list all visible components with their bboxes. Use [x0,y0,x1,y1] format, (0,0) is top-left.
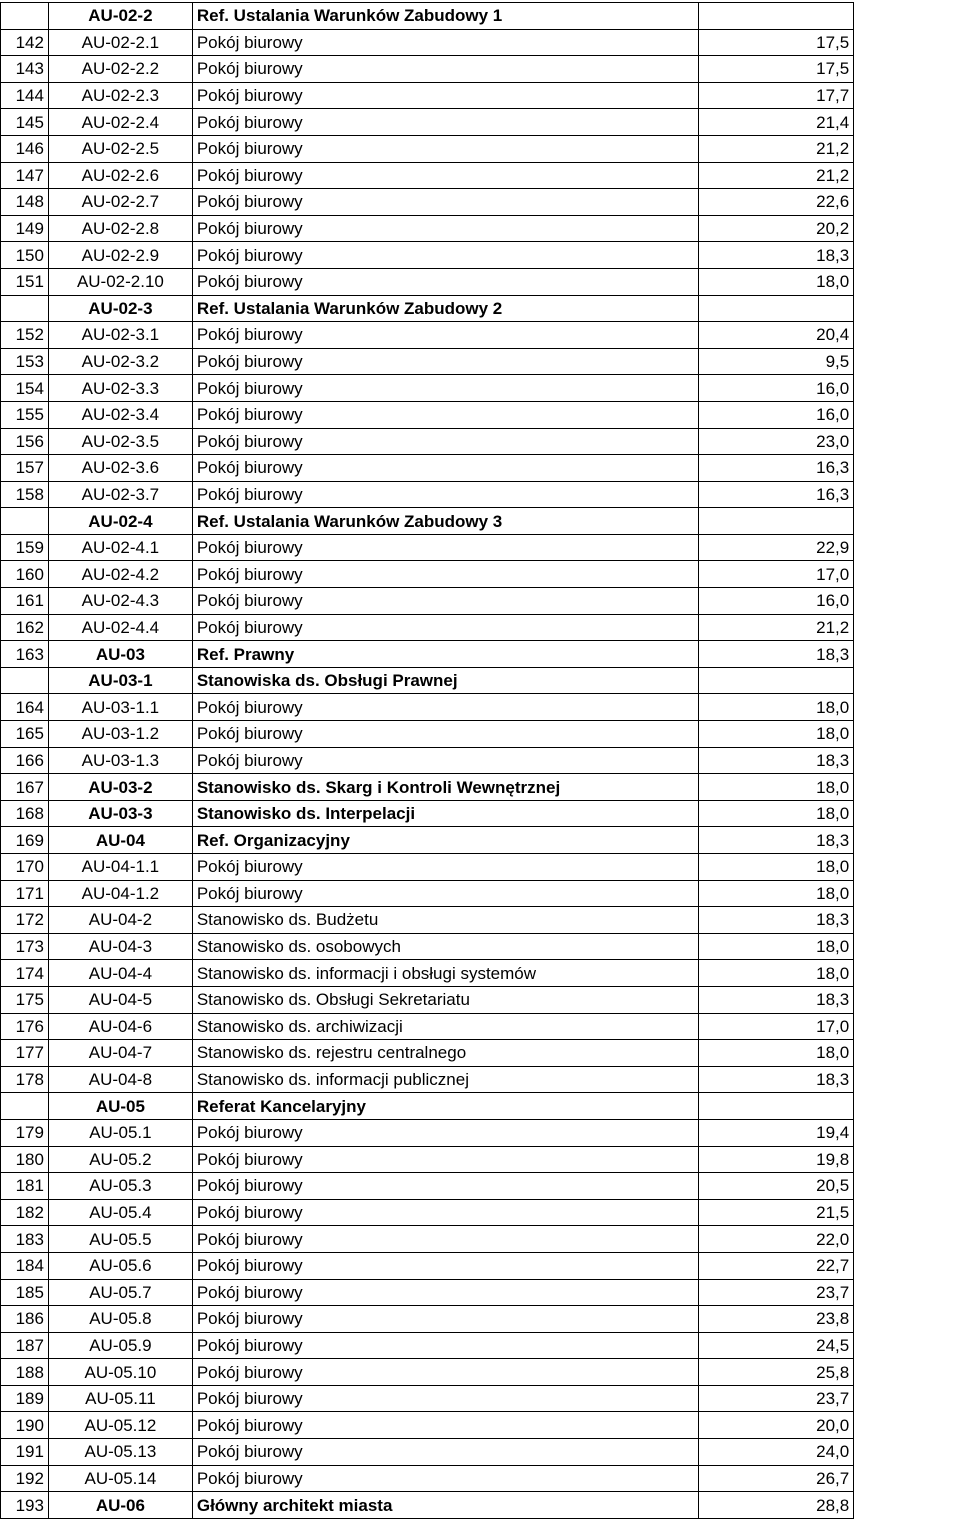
room-name-cell: Pokój biurowy [192,854,698,881]
room-code-cell: AU-02-2.3 [48,82,192,109]
row-number-cell: 190 [1,1412,49,1439]
room-code-cell: AU-02-2.10 [48,268,192,295]
area-cell: 23,8 [698,1306,854,1333]
room-name-cell: Stanowisko ds. archiwizacji [192,1013,698,1040]
table-row [1,1013,960,1040]
row-number-cell: 155 [1,401,49,428]
row-number-cell: 144 [1,82,49,109]
room-name-cell: Pokój biurowy [192,1359,698,1386]
table-row [1,1119,960,1146]
area-cell: 17,5 [698,29,854,56]
room-code-cell: AU-05.11 [48,1385,192,1412]
room-name-cell: Ref. Ustalania Warunków Zabudowy 1 [192,3,698,30]
row-number-cell: 154 [1,375,49,402]
row-number-cell: 146 [1,135,49,162]
room-code-cell: AU-02-3.1 [48,322,192,349]
area-cell: 19,8 [698,1146,854,1173]
row-number-cell: 164 [1,694,49,721]
area-cell: 16,3 [698,455,854,482]
area-cell: 16,0 [698,375,854,402]
row-number-cell: 165 [1,721,49,748]
room-name-cell: Ref. Ustalania Warunków Zabudowy 2 [192,295,698,322]
room-name-cell: Pokój biurowy [192,1332,698,1359]
room-name-cell: Stanowiska ds. Obsługi Prawnej [192,667,698,694]
row-number-cell: 156 [1,428,49,455]
table-row [1,1306,960,1333]
table-row [1,1385,960,1412]
room-code-cell: AU-02-2.1 [48,29,192,56]
row-number-cell: 169 [1,827,49,854]
area-cell: 23,7 [698,1385,854,1412]
table-row [1,960,960,987]
row-number-cell: 178 [1,1066,49,1093]
row-number-cell: 152 [1,322,49,349]
area-cell: 20,0 [698,1412,854,1439]
room-code-cell: AU-03-1 [48,667,192,694]
table-row [1,109,960,136]
room-code-cell: AU-05.13 [48,1439,192,1466]
row-number-cell: 184 [1,1252,49,1279]
room-code-cell: AU-03-2 [48,774,192,801]
area-cell [698,508,854,535]
area-cell: 21,2 [698,135,854,162]
table-row [1,933,960,960]
area-cell: 23,0 [698,428,854,455]
room-code-cell: AU-03-1.1 [48,694,192,721]
row-number-cell: 162 [1,614,49,641]
room-name-cell: Pokój biurowy [192,1439,698,1466]
row-number-cell: 172 [1,907,49,934]
room-name-cell: Pokój biurowy [192,1146,698,1173]
room-name-cell: Pokój biurowy [192,1252,698,1279]
room-name-cell: Ref. Organizacyjny [192,827,698,854]
table-row [1,694,960,721]
room-name-cell: Pokój biurowy [192,56,698,83]
table-row [1,268,960,295]
room-name-cell: Pokój biurowy [192,1306,698,1333]
row-number-cell: 149 [1,215,49,242]
room-code-cell: AU-06 [48,1492,192,1519]
table-row [1,880,960,907]
room-code-cell: AU-04 [48,827,192,854]
room-code-cell: AU-05.14 [48,1465,192,1492]
room-code-cell: AU-05.10 [48,1359,192,1386]
area-cell: 18,0 [698,880,854,907]
table-row [1,1359,960,1386]
table-row [1,1439,960,1466]
room-name-cell: Pokój biurowy [192,401,698,428]
room-name-cell: Pokój biurowy [192,1173,698,1200]
room-name-cell: Pokój biurowy [192,721,698,748]
room-code-cell: AU-05.1 [48,1119,192,1146]
row-number-cell: 143 [1,56,49,83]
row-number-cell: 189 [1,1385,49,1412]
room-code-cell: AU-02-3.2 [48,348,192,375]
room-name-cell: Pokój biurowy [192,82,698,109]
table-row [1,721,960,748]
area-cell: 21,5 [698,1199,854,1226]
row-number-cell: 185 [1,1279,49,1306]
room-name-cell: Referat Kancelaryjny [192,1093,698,1120]
row-number-cell: 173 [1,933,49,960]
row-number-cell: 147 [1,162,49,189]
room-name-cell: Stanowisko ds. Obsługi Sekretariatu [192,986,698,1013]
row-number-cell: 159 [1,534,49,561]
area-cell: 18,0 [698,800,854,827]
room-name-cell: Stanowisko ds. informacji i obsługi systemów [192,960,698,987]
table-row [1,534,960,561]
area-cell: 21,2 [698,162,854,189]
table-row [1,774,960,801]
area-cell: 20,5 [698,1173,854,1200]
room-code-cell: AU-05.2 [48,1146,192,1173]
row-number-cell: 187 [1,1332,49,1359]
room-name-cell: Ref. Ustalania Warunków Zabudowy 3 [192,508,698,535]
section-header-row [1,3,960,30]
row-number-cell: 183 [1,1226,49,1253]
room-name-cell: Główny architekt miasta [192,1492,698,1519]
area-cell: 22,0 [698,1226,854,1253]
row-number-cell: 181 [1,1173,49,1200]
table-row [1,348,960,375]
area-cell: 21,2 [698,614,854,641]
area-cell [698,1093,854,1120]
area-cell: 16,0 [698,401,854,428]
area-cell: 18,0 [698,960,854,987]
room-code-cell: AU-02-2 [48,3,192,30]
room-name-cell: Pokój biurowy [192,162,698,189]
room-name-cell: Pokój biurowy [192,29,698,56]
room-name-cell: Stanowisko ds. Interpelacji [192,800,698,827]
room-name-cell: Pokój biurowy [192,481,698,508]
row-number-cell: 150 [1,242,49,269]
area-cell: 22,6 [698,189,854,216]
row-number-cell: 151 [1,268,49,295]
room-name-cell: Pokój biurowy [192,348,698,375]
room-code-cell: AU-04-5 [48,986,192,1013]
room-name-cell: Pokój biurowy [192,1279,698,1306]
room-code-cell: AU-02-2.6 [48,162,192,189]
row-number-cell [1,1093,49,1120]
row-number-cell: 160 [1,561,49,588]
room-name-cell: Pokój biurowy [192,1199,698,1226]
room-code-cell: AU-05 [48,1093,192,1120]
rooms-table-body [1,3,960,1519]
table-row [1,1412,960,1439]
section-header-row [1,1093,960,1120]
room-name-cell: Pokój biurowy [192,322,698,349]
table-row [1,56,960,83]
table-row [1,135,960,162]
row-number-cell: 171 [1,880,49,907]
room-name-cell: Pokój biurowy [192,215,698,242]
room-code-cell: AU-05.5 [48,1226,192,1253]
table-row [1,401,960,428]
area-cell: 18,0 [698,854,854,881]
row-number-cell: 182 [1,1199,49,1226]
table-row [1,614,960,641]
rooms-table [0,2,960,1519]
table-row [1,428,960,455]
room-code-cell: AU-02-4.1 [48,534,192,561]
room-code-cell: AU-02-3.6 [48,455,192,482]
room-name-cell: Pokój biurowy [192,747,698,774]
area-cell: 26,7 [698,1465,854,1492]
table-row [1,1173,960,1200]
table-row [1,82,960,109]
room-name-cell: Pokój biurowy [192,614,698,641]
row-number-cell: 153 [1,348,49,375]
table-row [1,1146,960,1173]
room-name-cell: Stanowisko ds. informacji publicznej [192,1066,698,1093]
room-code-cell: AU-02-3 [48,295,192,322]
table-row [1,162,960,189]
room-name-cell: Pokój biurowy [192,561,698,588]
room-code-cell: AU-03-1.2 [48,721,192,748]
room-name-cell: Pokój biurowy [192,880,698,907]
table-row [1,1040,960,1067]
area-cell: 18,0 [698,268,854,295]
table-row [1,215,960,242]
area-cell: 18,0 [698,774,854,801]
area-cell: 17,7 [698,82,854,109]
room-code-cell: AU-02-3.7 [48,481,192,508]
row-number-cell: 193 [1,1492,49,1519]
table-row [1,561,960,588]
area-cell [698,3,854,30]
room-name-cell: Pokój biurowy [192,428,698,455]
row-number-cell: 161 [1,588,49,615]
area-cell: 18,0 [698,721,854,748]
room-code-cell: AU-02-3.4 [48,401,192,428]
room-code-cell: AU-04-2 [48,907,192,934]
room-code-cell: AU-04-1.2 [48,880,192,907]
table-row [1,747,960,774]
room-name-cell: Pokój biurowy [192,534,698,561]
room-name-cell: Pokój biurowy [192,455,698,482]
room-name-cell: Pokój biurowy [192,694,698,721]
room-name-cell: Pokój biurowy [192,588,698,615]
room-name-cell: Stanowisko ds. osobowych [192,933,698,960]
table-row [1,1252,960,1279]
room-name-cell: Ref. Prawny [192,641,698,668]
room-code-cell: AU-03-1.3 [48,747,192,774]
room-code-cell: AU-05.7 [48,1279,192,1306]
table-row [1,189,960,216]
row-number-cell: 142 [1,29,49,56]
table-row [1,907,960,934]
table-row [1,854,960,881]
room-code-cell: AU-04-4 [48,960,192,987]
room-name-cell: Stanowisko ds. rejestru centralnego [192,1040,698,1067]
table-row [1,986,960,1013]
room-name-cell: Stanowisko ds. Budżetu [192,907,698,934]
room-code-cell: AU-04-1.1 [48,854,192,881]
row-number-cell: 167 [1,774,49,801]
row-number-cell: 166 [1,747,49,774]
row-number-cell [1,3,49,30]
row-number-cell: 188 [1,1359,49,1386]
room-code-cell: AU-02-2.7 [48,189,192,216]
section-header-row [1,667,960,694]
area-cell: 18,3 [698,986,854,1013]
section-header-row [1,295,960,322]
table-row [1,588,960,615]
room-code-cell: AU-04-3 [48,933,192,960]
row-number-cell: 186 [1,1306,49,1333]
table-row [1,1199,960,1226]
area-cell: 18,3 [698,747,854,774]
room-code-cell: AU-02-4 [48,508,192,535]
row-number-cell: 192 [1,1465,49,1492]
room-name-cell: Pokój biurowy [192,109,698,136]
area-cell: 20,4 [698,322,854,349]
room-code-cell: AU-02-2.2 [48,56,192,83]
table-row [1,1066,960,1093]
area-cell: 22,7 [698,1252,854,1279]
table-row [1,322,960,349]
room-code-cell: AU-04-7 [48,1040,192,1067]
row-number-cell: 157 [1,455,49,482]
area-cell: 18,3 [698,641,854,668]
room-name-cell: Stanowisko ds. Skarg i Kontroli Wewnętrznej [192,774,698,801]
area-cell: 24,0 [698,1439,854,1466]
area-cell: 22,9 [698,534,854,561]
room-code-cell: AU-02-3.5 [48,428,192,455]
row-number-cell: 179 [1,1119,49,1146]
room-code-cell: AU-05.3 [48,1173,192,1200]
room-code-cell: AU-02-4.4 [48,614,192,641]
area-cell: 17,0 [698,1013,854,1040]
area-cell: 21,4 [698,109,854,136]
row-number-cell: 191 [1,1439,49,1466]
room-name-cell: Pokój biurowy [192,1412,698,1439]
area-cell: 24,5 [698,1332,854,1359]
area-cell: 19,4 [698,1119,854,1146]
area-cell: 18,0 [698,694,854,721]
area-cell: 18,3 [698,1066,854,1093]
row-number-cell [1,667,49,694]
area-cell: 17,0 [698,561,854,588]
room-code-cell: AU-02-2.9 [48,242,192,269]
room-code-cell: AU-02-2.5 [48,135,192,162]
row-number-cell: 174 [1,960,49,987]
room-name-cell: Pokój biurowy [192,268,698,295]
room-name-cell: Pokój biurowy [192,1465,698,1492]
area-cell: 28,8 [698,1492,854,1519]
row-number-cell: 180 [1,1146,49,1173]
table-row [1,1226,960,1253]
table-row [1,1492,960,1519]
room-code-cell: AU-05.8 [48,1306,192,1333]
area-cell: 16,0 [698,588,854,615]
row-number-cell: 145 [1,109,49,136]
section-header-row [1,508,960,535]
row-number-cell: 148 [1,189,49,216]
area-cell: 23,7 [698,1279,854,1306]
row-number-cell: 175 [1,986,49,1013]
area-cell [698,295,854,322]
room-code-cell: AU-02-4.3 [48,588,192,615]
area-cell: 18,3 [698,827,854,854]
area-cell: 25,8 [698,1359,854,1386]
room-code-cell: AU-03 [48,641,192,668]
row-number-cell [1,508,49,535]
table-row [1,455,960,482]
row-number-cell: 168 [1,800,49,827]
row-number-cell: 158 [1,481,49,508]
row-number-cell: 177 [1,1040,49,1067]
row-number-cell [1,295,49,322]
area-cell: 18,0 [698,933,854,960]
area-cell: 18,0 [698,1040,854,1067]
room-code-cell: AU-05.4 [48,1199,192,1226]
room-code-cell: AU-03-3 [48,800,192,827]
room-name-cell: Pokój biurowy [192,375,698,402]
table-row [1,641,960,668]
room-code-cell: AU-02-3.3 [48,375,192,402]
area-cell: 18,3 [698,242,854,269]
area-cell: 9,5 [698,348,854,375]
row-number-cell: 170 [1,854,49,881]
table-row [1,375,960,402]
table-row [1,1465,960,1492]
room-code-cell: AU-04-6 [48,1013,192,1040]
room-code-cell: AU-05.6 [48,1252,192,1279]
area-cell: 17,5 [698,56,854,83]
room-name-cell: Pokój biurowy [192,1119,698,1146]
area-cell [698,667,854,694]
row-number-cell: 176 [1,1013,49,1040]
room-code-cell: AU-05.12 [48,1412,192,1439]
room-code-cell: AU-04-8 [48,1066,192,1093]
room-name-cell: Pokój biurowy [192,189,698,216]
table-row [1,1279,960,1306]
room-code-cell: AU-02-2.8 [48,215,192,242]
room-name-cell: Pokój biurowy [192,1385,698,1412]
room-name-cell: Pokój biurowy [192,135,698,162]
table-row [1,242,960,269]
table-row [1,481,960,508]
room-code-cell: AU-02-4.2 [48,561,192,588]
room-code-cell: AU-05.9 [48,1332,192,1359]
room-code-cell: AU-02-2.4 [48,109,192,136]
room-name-cell: Pokój biurowy [192,242,698,269]
room-name-cell: Pokój biurowy [192,1226,698,1253]
row-number-cell: 163 [1,641,49,668]
area-cell: 16,3 [698,481,854,508]
area-cell: 20,2 [698,215,854,242]
table-row [1,827,960,854]
table-row [1,1332,960,1359]
area-cell: 18,3 [698,907,854,934]
table-row [1,29,960,56]
table-row [1,800,960,827]
